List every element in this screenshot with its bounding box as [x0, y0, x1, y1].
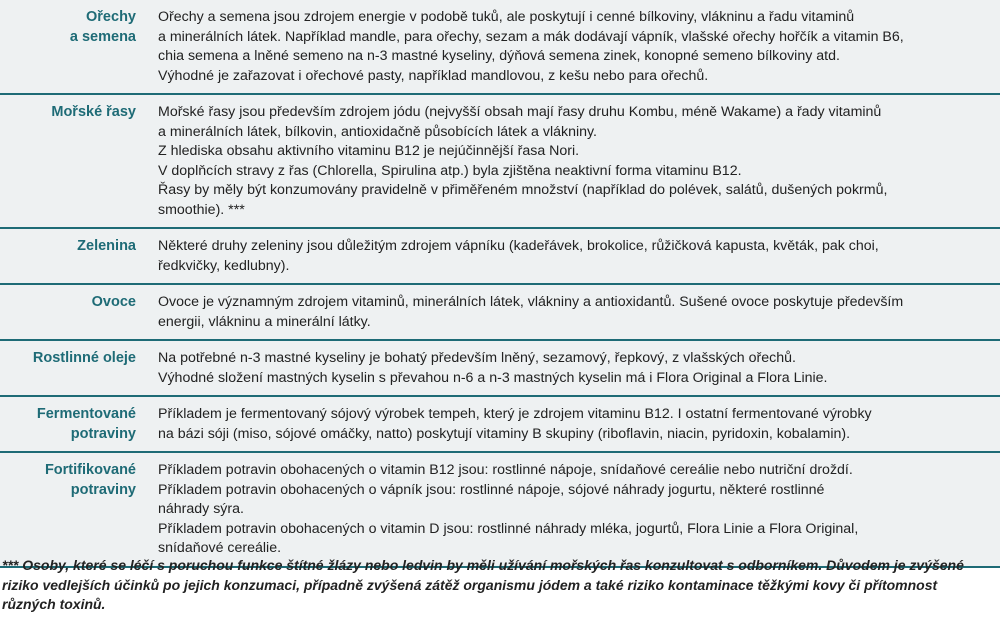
- table-row: [0, 340, 1000, 396]
- table-row: [0, 94, 1000, 228]
- description-line: a minerálních látek, bílkovin, antioxidačně působících látek a vlákniny.: [158, 123, 598, 140]
- footnote-line: riziko vedlejších účinků po jejich konzumaci, případně zvýšená zátěž organismu jódem a také riziko kontaminace těžkými kovy či přítomnost: [2, 576, 938, 593]
- description-line: snídaňové cereálie.: [158, 540, 282, 556]
- description-line: ředkvičky, kedlubny).: [158, 257, 290, 274]
- description-line: Na potřebné n-3 mastné kyseliny je bohatý především lněný, sezamový, řepkový, z vlašských ořechů.: [158, 350, 796, 366]
- row-label: [0, 284, 146, 340]
- row-description: [146, 396, 1000, 452]
- row-label: [0, 396, 146, 452]
- description-line: a minerálních látek. Například mandle, para ořechy, sezam a mák dodávají vápník, vlašské ořechy hořčík a vitamin B6,: [158, 28, 904, 45]
- row-label: [0, 228, 146, 284]
- footnote-line: *** Osoby, které se léčí s poruchou funkce štítné žlázy nebo ledvin by měli užívání mořských řas konzultovat s odborníkem. Důvodem je zvýšené: [2, 557, 964, 573]
- description-line: Mořské řasy jsou především zdrojem jódu (nejvyšší obsah mají řasy druhu Kombu, méně Wakame) a řady vitaminů: [158, 104, 882, 120]
- description-line: Příkladem je fermentovaný sójový výrobek tempeh, který je zdrojem vitaminu B12. I ostatní fermentované výrobky: [158, 406, 872, 422]
- footnote: [2, 556, 996, 615]
- row-description: [146, 0, 1000, 94]
- description-line: Příkladem potravin obohacených o vitamin B12 jsou: rostlinné nápoje, snídaňové cereálie nebo nutriční droždí.: [158, 462, 853, 478]
- description-line: Výhodné složení mastných kyselin s převahou n-6 a n-3 mastných kyselin má i Flora Original a Flora Linie.: [158, 369, 828, 386]
- description-line: na bázi sóji (miso, sójové omáčky, natto) poskytují vitaminy B skupiny (riboflavin, niacin, pyridoxin, kobalamin).: [158, 425, 851, 442]
- row-label-line: potraviny: [70, 425, 136, 442]
- footnote-line: různých toxinů.: [2, 596, 106, 612]
- row-description: [146, 228, 1000, 284]
- description-line: energii, vlákninu a minerální látky.: [158, 313, 371, 330]
- description-line: Ovoce je významným zdrojem vitaminů, minerálních látek, vlákniny a antioxidantů. Sušené ovoce poskytuje především: [158, 294, 904, 310]
- description-line: Některé druhy zeleniny jsou důležitým zdrojem vápníku (kadeřávek, brokolice, růžičková kapusta, květák, pak choi,: [158, 238, 879, 254]
- description-line: Řasy by měly být konzumovány pravidelně v přiměřeném množství (například do polévek, salátů, dušených pokrmů,: [158, 182, 888, 198]
- description-line: Výhodné je zařazovat i ořechové pasty, například mandlovou, z kešu nebo para ořechů.: [158, 67, 709, 84]
- row-label-line: Ovoce: [91, 294, 136, 310]
- row-description: [146, 94, 1000, 228]
- row-description: [146, 452, 1000, 567]
- table-row: [0, 228, 1000, 284]
- description-line: Příkladem potravin obohacených o vápník jsou: rostlinné nápoje, sójové náhrady jogurtu, některé rostlinné: [158, 481, 825, 498]
- description-line: Příkladem potravin obohacených o vitamin D jsou: rostlinné náhrady mléka, jogurtů, Flora Linie a Flora Original,: [158, 520, 859, 537]
- description-line: náhrady sýra.: [158, 501, 244, 517]
- row-description: [146, 284, 1000, 340]
- row-label-line: Zelenina: [77, 238, 136, 254]
- row-label: [0, 340, 146, 396]
- table-row: [0, 0, 1000, 94]
- row-label-line: a semena: [69, 28, 136, 45]
- description-line: Z hlediska obsahu aktivního vitaminu B12 je nejúčinnější řasa Nori.: [158, 143, 580, 159]
- row-label: [0, 0, 146, 94]
- table-row: [0, 396, 1000, 452]
- row-label-line: Fermentované: [36, 406, 136, 422]
- description-line: smoothie). ***: [158, 201, 245, 218]
- row-label-line: potraviny: [70, 481, 136, 498]
- row-label: [0, 94, 146, 228]
- row-label-line: Fortifikované: [44, 462, 136, 478]
- row-label-line: Mořské řasy: [51, 104, 136, 120]
- description-line: Ořechy a semena jsou zdrojem energie v podobě tuků, ale poskytují i cenné bílkoviny, vlákninu a řadu vitaminů: [158, 9, 855, 25]
- description-line: V doplňcích stravy z řas (Chlorella, Spirulina atp.) byla zjištěna neaktivní forma vitaminu B12.: [158, 162, 742, 179]
- row-description: [146, 340, 1000, 396]
- table-row: [0, 452, 1000, 567]
- row-label-line: Ořechy: [86, 9, 136, 25]
- row-label: [0, 452, 146, 567]
- table-row: [0, 284, 1000, 340]
- row-label-line: Rostlinné oleje: [32, 350, 136, 366]
- description-line: chia semena a lněné semeno na n-3 mastné kyseliny, dýňová semena zinek, konopné semeno bílkoviny atd.: [158, 48, 840, 64]
